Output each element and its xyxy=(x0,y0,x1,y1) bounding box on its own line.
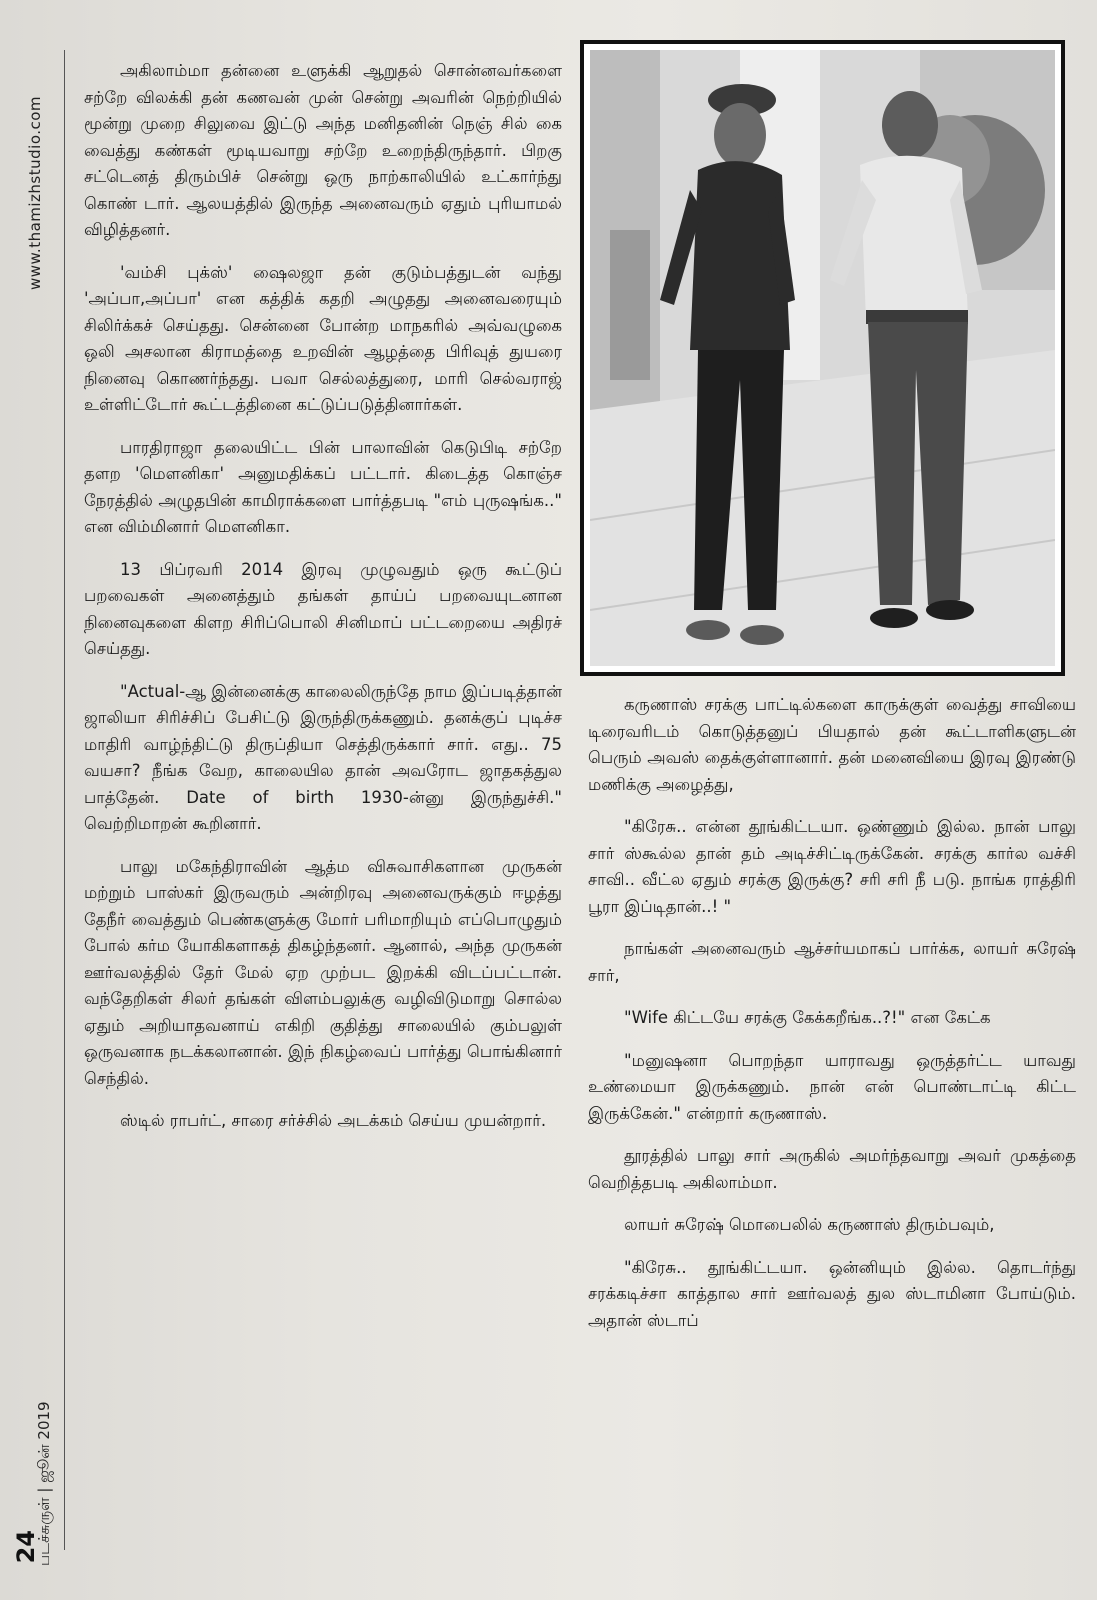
paragraph: பாலு மகேந்திராவின் ஆத்ம விசுவாசிகளான முருகன் மற்றும் பாஸ்கர் இருவரும் அன்றிரவு அனைவருக்கும் ஈழத்து தேநீர் வைத்தும் பெண்களுக்கு மோர் பரிமாறியும் எப்பொழுதும் போல் கர்ம யோகிகளாகத் திகழ்ந்தனர். ஆனால், அந்த முருகன் ஊர்வலத்தில் தேர் மேல் ஏற முற்பட இறக்கி விடப்பட்டான். வந்தேறிகள் சிலர் தங்கள் விளம்பலுக்கு வழிவிடுமாறு சொல்ல ஏதும் அறியாதவனாய் எகிறி குதித்து சாலையில் கும்பலுள் ஒருவனாக நடக்கலானான். இந் நிகழ்வைப் பார்த்து பொங்கினார் செந்தில். xyxy=(84,856,562,1088)
paragraph: பாரதிராஜா தலையிட்ட பின் பாலாவின் கெடுபிடி சற்றே தளற 'மௌனிகா' அனுமதிக்கப் பட்டார். கிடைத்த கொஞ்ச நேரத்தில் அழுதபின் காமிராக்களை பார்த்தபடி "எம் புருஷங்க.." என விம்மினார் மௌனிகா. xyxy=(84,437,562,536)
paragraph: "Actual-ஆ இன்னைக்கு காலைலிருந்தே நாம இப்படித்தான் ஜாலியா சிரிச்சிப் பேசிட்டு இருந்திருக்கணும். தனக்குப் புடிச்ச மாதிரி வாழ்ந்திட்டு திருப்தியா செத்திருக்கார் சார். எது.. 75 வயசா? நீங்க வேற, காலையில தான் அவரோட ஜாதகத்துல பாத்தேன். Date of birth 1930-ன்னு இருந்துச்சி." வெற்றிமாறன் கூறினார். xyxy=(84,681,562,833)
page-number: 24 xyxy=(12,1530,40,1564)
paragraph: "கிரேசு.. என்ன தூங்கிட்டயா. ஒண்ணும் இல்ல. நான் பாலு சார் ஸ்கூல்ல தான் தம் அடிச்சிட்டிருக்கேன். சரக்கு கார்ல வச்சி சாவி.. வீட்ல ஏதும் சரக்கு இருக்கு? சரி சரி நீ படு. நாங்க ராத்திரி பூரா இப்டிதான்..! " xyxy=(588,817,1076,916)
paragraph: கருணாஸ் சரக்கு பாட்டில்களை காருக்குள் வைத்து சாவியை டிரைவரிடம் கொடுத்தனுப் பியதால் தன் கூட்டாளிகளுடன் பெரும் அவஸ் தைக்குள்ளானார். தன் மனைவியை இரவு இரண்டு மணிக்கு அழைத்து, xyxy=(588,695,1076,794)
paragraph: தூரத்தில் பாலு சார் அருகில் அமர்ந்தவாறு அவர் முகத்தை வெறித்தபடி அகிலாம்மா. xyxy=(588,1146,1076,1192)
two-men-walking-photo xyxy=(590,50,1055,666)
paragraph: 13 பிப்ரவரி 2014 இரவு முழுவதும் ஒரு கூட்டுப் பறவைகள் அனைத்தும் தங்கள் தாய்ப் பறவையுடனான நினைவுகளை கிளற சிரிப்பொலி சினிமாப் பட்டறையை அதிரச் செய்தது. xyxy=(84,559,562,658)
paragraph: 'வம்சி புக்ஸ்' ஷைலஜா தன் குடும்பத்துடன் வந்து 'அப்பா,அப்பா' என கத்திக் கதறி அழுதது அனைவரையும் சிலிர்க்கச் செய்தது. சென்னை போன்ற மாநகரில் அவ்வழுகை ஒலி அசலான கிராமத்தை உறவின் ஆழத்தை பிரிவுத் துயரை நினைவு கொணர்ந்தது. பவா செல்லத்துரை, மாரி செல்வராஜ் உள்ளிட்டோர் கூட்டத்தினை கட்டுப்படுத்தினார்கள். xyxy=(84,262,562,414)
margin-rule xyxy=(64,50,65,1550)
left-text-column xyxy=(84,58,562,1151)
paragraph: லாயர் சுரேஷ் மொபைலில் கருணாஸ் திரும்பவும், xyxy=(624,1215,995,1234)
issue-label: படச்சுருள் | ஜூன் 2019 xyxy=(35,1401,53,1566)
photo-illustration xyxy=(590,50,1055,666)
website-url: www.thamizhstudio.com xyxy=(26,95,44,290)
photo-frame xyxy=(580,40,1065,676)
paragraph: "Wife கிட்டயே சரக்கு கேக்கறீங்க..?!" என கேட்க xyxy=(624,1008,991,1027)
paragraph: நாங்கள் அனைவரும் ஆச்சர்யமாகப் பார்க்க, லாயர் சுரேஷ் சார், xyxy=(588,939,1076,985)
right-text-column xyxy=(588,692,1076,1350)
paragraph: அகிலாம்மா தன்னை உளுக்கி ஆறுதல் சொன்னவர்களை சற்றே விலக்கி தன் கணவன் முன் சென்று அவரின் நெற்றியில் மூன்று முறை சிலுவை இட்டு அந்த மனிதனின் நெஞ் சில் கை வைத்து கண்கள் மூடியவாறு சற்றே உறைந்திருந்தார். பிறகு சட்டெனத் திரும்பிச் சென்று ஒரு நாற்காலியில் உட்கார்ந்து கொண் டார். ஆலயத்தில் இருந்த அனைவரும் ஏதும் புரியாமல் விழித்தனர். xyxy=(84,61,562,239)
paragraph: "கிரேசு.. தூங்கிட்டயா. ஒன்னியும் இல்ல. தொடர்ந்து சரக்கடிச்சா காத்தால சார் ஊர்வலத் துல ஸ்டாமினா போய்டும். அதான் ஸ்டாப் xyxy=(588,1257,1076,1330)
paragraph: "மனுஷனா பொறந்தா யாராவது ஒருத்தர்ட்ட யாவது உண்மையா இருக்கணும். நான் என் பொண்டாட்டி கிட்ட இருக்கேன்." என்றார் கருணாஸ். xyxy=(588,1050,1076,1123)
paragraph: ஸ்டில் ராபர்ட், சாரை சர்ச்சில் அடக்கம் செய்ய முயன்றார். xyxy=(120,1111,547,1130)
